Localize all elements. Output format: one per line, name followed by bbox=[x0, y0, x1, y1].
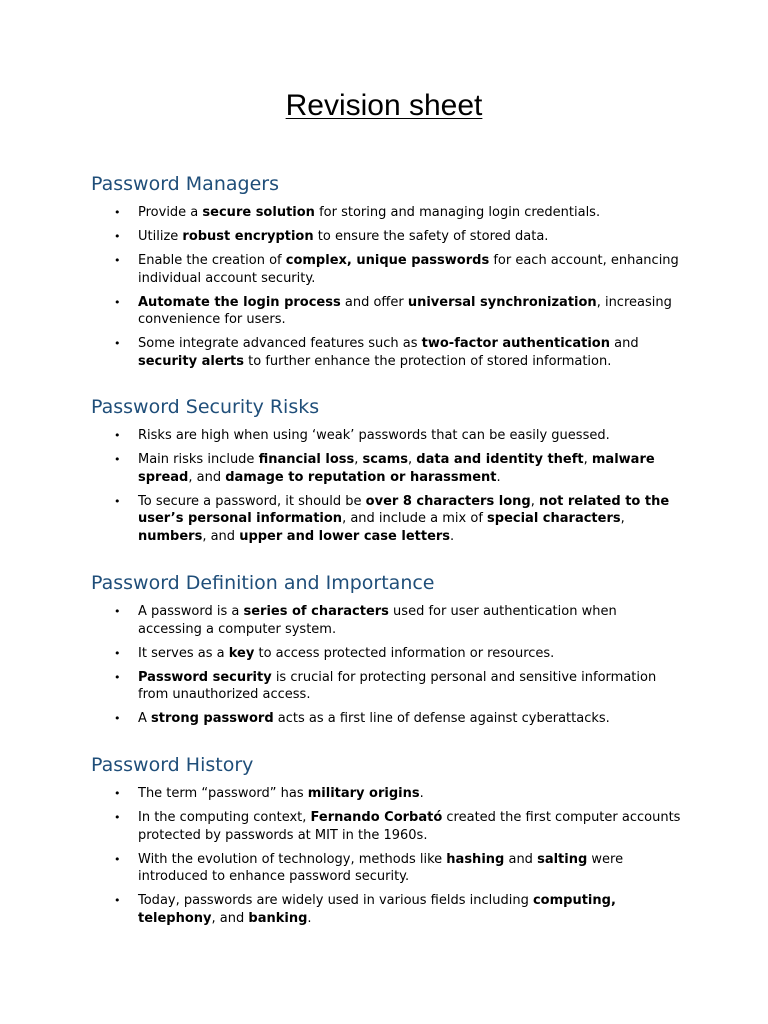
list-item bbox=[91, 669, 681, 704]
bullet-icon: • bbox=[114, 453, 121, 466]
list-item bbox=[91, 451, 681, 486]
bold-text: special characters bbox=[487, 511, 621, 526]
bullet-icon: • bbox=[114, 712, 121, 725]
text-run: , and bbox=[202, 528, 240, 544]
bold-text: not related to the user’s personal information bbox=[138, 493, 670, 526]
section-heading: Password History bbox=[91, 754, 254, 776]
bold-text: Automate the login process bbox=[138, 294, 341, 310]
bold-text: universal synchronization bbox=[407, 294, 597, 310]
section-password-definition bbox=[91, 571, 681, 734]
text-run: for each account, enhancing individual account security. bbox=[138, 253, 679, 286]
text-run: Today, passwords are widely used in various fields including bbox=[138, 893, 533, 908]
bold-text: series of characters bbox=[243, 604, 389, 619]
text-run: , bbox=[620, 511, 625, 526]
list-item bbox=[91, 851, 681, 886]
bullet-icon: • bbox=[114, 670, 121, 684]
bold-text: security alerts bbox=[138, 353, 245, 369]
section-heading: Password Definition and Importance bbox=[91, 572, 435, 594]
list-item bbox=[91, 493, 681, 546]
text-run: , and bbox=[211, 910, 249, 926]
text-run: , and include a mix of bbox=[342, 511, 488, 526]
bold-text: robust encryption bbox=[182, 229, 314, 244]
bold-text: hashing bbox=[446, 851, 505, 867]
bold-text: data and identity theft bbox=[416, 452, 584, 467]
text-run: A password is a bbox=[138, 604, 244, 619]
bold-text: salting bbox=[537, 851, 588, 867]
text-run: . bbox=[307, 910, 312, 926]
list-item bbox=[91, 645, 681, 663]
text-run: Risks are high when using ‘weak’ passwords that can be easily guessed. bbox=[138, 428, 610, 443]
text-run: , bbox=[583, 452, 592, 467]
text-run: used for user authentication when accessing a computer system. bbox=[138, 604, 617, 637]
text-run: , bbox=[530, 493, 539, 509]
text-run: to ensure the safety of stored data. bbox=[313, 229, 549, 244]
bullet-icon: • bbox=[114, 206, 121, 219]
list-item bbox=[91, 294, 681, 329]
page-title: Revision sheet bbox=[285, 89, 483, 122]
section-password-history bbox=[91, 753, 681, 934]
list-item bbox=[91, 603, 681, 638]
bullet-icon: • bbox=[114, 429, 121, 442]
bullet-list bbox=[91, 204, 681, 370]
text-run: to further enhance the protection of stored information. bbox=[244, 353, 612, 369]
bold-text: two-factor authentication bbox=[421, 336, 610, 351]
bold-text: secure solution bbox=[202, 205, 315, 220]
list-item bbox=[91, 785, 681, 803]
text-run: to access protected information or resources. bbox=[254, 645, 555, 661]
bold-text: strong password bbox=[151, 711, 274, 726]
section-heading: Password Security Risks bbox=[91, 396, 320, 418]
text-run: and bbox=[504, 851, 538, 867]
bullet-icon: • bbox=[114, 295, 121, 309]
section-heading: Password Managers bbox=[91, 173, 279, 195]
bullet-icon: • bbox=[114, 230, 121, 243]
text-run: It serves as a bbox=[138, 645, 229, 661]
text-run: Enable the creation of bbox=[138, 253, 286, 268]
bold-text: scams bbox=[362, 452, 409, 467]
list-item bbox=[91, 427, 681, 445]
list-item bbox=[91, 892, 681, 927]
bullet-list bbox=[91, 785, 681, 927]
bold-text: Fernando Corbató bbox=[310, 810, 443, 825]
list-item bbox=[91, 809, 681, 844]
text-run: and offer bbox=[340, 294, 408, 310]
text-run: , increasing convenience for users. bbox=[138, 294, 672, 327]
bold-text: military origins bbox=[307, 786, 420, 801]
list-item bbox=[91, 710, 681, 728]
list-item bbox=[91, 228, 681, 246]
text-run: In the computing context, bbox=[138, 810, 311, 825]
bullet-icon: • bbox=[114, 894, 121, 907]
list-item bbox=[91, 335, 681, 370]
text-run: . bbox=[450, 528, 455, 544]
bullet-icon: • bbox=[114, 852, 121, 866]
bold-text: damage to reputation or harassment bbox=[225, 469, 497, 485]
text-run: To secure a password, it should be bbox=[138, 493, 366, 509]
bold-text: malware spread bbox=[138, 452, 655, 485]
text-run: , bbox=[408, 452, 417, 467]
text-run: were introduced to enhance password security. bbox=[138, 851, 624, 884]
bold-text: computing, telephony bbox=[138, 893, 616, 926]
bold-text: complex, unique passwords bbox=[285, 253, 490, 268]
text-run: . bbox=[496, 469, 501, 485]
text-run: and bbox=[609, 336, 639, 351]
bullet-icon: • bbox=[114, 254, 121, 267]
text-run: Main risks include bbox=[138, 452, 259, 467]
section-password-managers bbox=[91, 172, 681, 377]
bold-text: over 8 characters long bbox=[365, 493, 531, 509]
text-run: acts as a first line of defense against cyberattacks. bbox=[273, 711, 610, 726]
section-password-security-risks bbox=[91, 395, 681, 552]
list-item bbox=[91, 252, 681, 287]
bold-text: financial loss bbox=[258, 452, 355, 467]
text-run: . bbox=[419, 786, 424, 801]
text-run: , and bbox=[188, 469, 226, 485]
list-item bbox=[91, 204, 681, 222]
text-run: Utilize bbox=[138, 229, 183, 244]
bullet-list bbox=[91, 603, 681, 728]
bold-text: banking bbox=[248, 910, 308, 926]
text-run: Some integrate advanced features such as bbox=[138, 336, 422, 351]
text-run: , bbox=[354, 452, 363, 467]
bullet-icon: • bbox=[114, 337, 121, 350]
bold-text: upper and lower case letters bbox=[239, 528, 451, 544]
text-run: created the first computer accounts protected by passwords at MIT in the 1960s. bbox=[138, 810, 681, 843]
text-run: Provide a bbox=[138, 205, 203, 220]
bold-text: numbers bbox=[138, 528, 203, 544]
bullet-icon: • bbox=[114, 811, 121, 824]
text-run: is crucial for protecting personal and sensitive information from unauthorized access. bbox=[138, 669, 657, 702]
text-run: With the evolution of technology, methods like bbox=[138, 851, 447, 867]
bullet-icon: • bbox=[114, 787, 121, 800]
bullet-icon: • bbox=[114, 494, 121, 508]
bold-text: Password security bbox=[138, 669, 272, 685]
text-run: for storing and managing login credentials. bbox=[314, 205, 601, 220]
text-run: A bbox=[138, 711, 152, 726]
bullet-icon: • bbox=[114, 646, 121, 660]
text-run: The term “password” has bbox=[138, 786, 308, 801]
bullet-list bbox=[91, 427, 681, 545]
bullet-icon: • bbox=[114, 605, 121, 618]
bold-text: key bbox=[228, 645, 255, 661]
